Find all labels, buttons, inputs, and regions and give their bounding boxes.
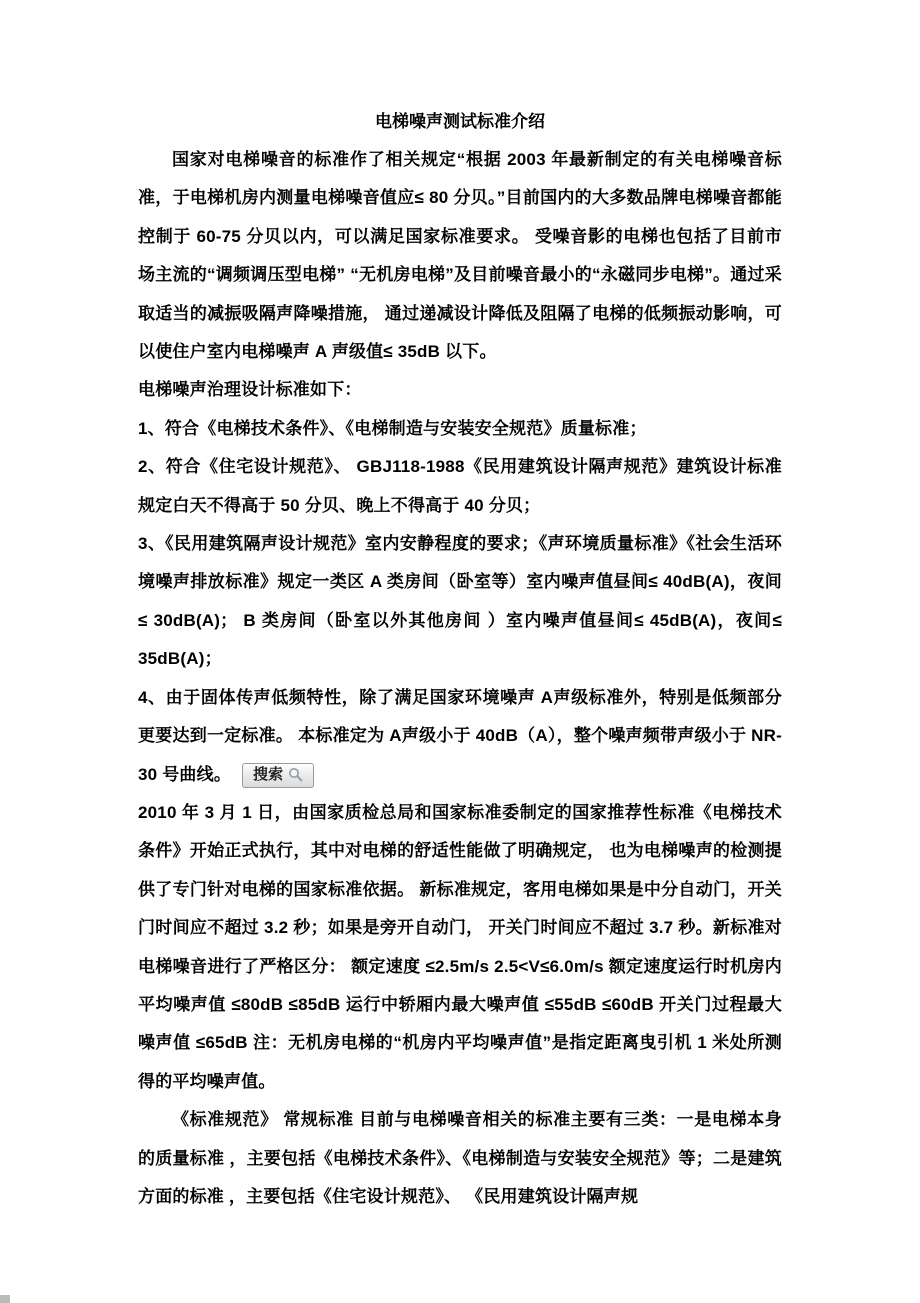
page-corner-mark (0, 1295, 10, 1303)
paragraph-item-2: 2、符合《住宅设计规范》、 GBJ118-1988《民用建筑设计隔声规范》建筑设计标准规定白天不得高于 50 分贝、晚上不得高于 40 分贝； (138, 457, 782, 515)
paragraph-standard-categories: 《标准规范》 常规标准 目前与电梯噪音相关的标准主要有三类：一是电梯本身的质量标准 ，主要包括《电梯技术条件》、《电梯制造与安装安全规范》等；二是建筑方面的标准 ，主要包括《住宅设计规范》、 《民用建筑设计隔声规 (138, 1110, 782, 1206)
paragraph-item-4-text: 4、由于固体传声低频特性，除了满足国家环境噪声 A声级标准外，特别是低频部分更要达到一定标准。 本标准定为 A声级小于 40dB（A），整个噪声频带声级小于 NR-30 号曲线。 (138, 687, 782, 784)
paragraph-standards-heading: 电梯噪声治理设计标准如下： (138, 380, 362, 400)
search-button[interactable] (242, 763, 314, 788)
paragraph-item-1: 1、符合《电梯技术条件》、《电梯制造与安装安全规范》质量标准； (138, 418, 647, 438)
paragraph-item-4 (138, 679, 782, 794)
page-title: 电梯噪声测试标准介绍 (375, 112, 545, 131)
paragraph-2010-standard: 2010 年 3 月 1 日，由国家质检总局和国家标准委制定的国家推荐性标准《电梯技术条件》开始正式执行，其中对电梯的舒适性能做了明确规定， 也为电梯噪声的检测提供了专门针对电梯的国家标准依据。 新标准规定，客用电梯如果是中分自动门，开关门时间应不超过 3.2 秒；如果是旁开自动门， 开关门时间应不超过 3.7 秒。新标准对电梯噪音进行了严格区分： 额定速度 ≤2.5m/s 2.5<V≤6.0m/s 额定速度运行时机房内平均噪声值 ≤80dB ≤85dB 运行中轿厢内最大噪声值 ≤55dB ≤60dB 开关门过程最大噪声值 ≤65dB 注：无机房电梯的“机房内平均噪声值”是指定距离曳引机 1 米处所测得的平均噪声值。 (138, 802, 782, 1091)
paragraph-intro: 国家对电梯噪音的标准作了相关规定“根据 2003 年最新制定的有关电梯噪音标准，于电梯机房内测量电梯噪音值应≤ 80 分贝。”目前国内的大多数品牌电梯噪音都能控制于 60-75 分贝以内，可以满足国家标准要求。 受噪音影的电梯也包括了目前市场主流的“调频调压型电梯” “无机房电梯”及目前噪音最小的“永磁同步电梯”。通过采取适当的减振吸隔声降噪措施， 通过递减设计降低及阻隔了电梯的低频振动影响，可以使住户室内电梯噪声 A 声级值≤ 35dB 以下。 (138, 150, 782, 362)
search-icon (288, 767, 303, 782)
paragraph-item-3: 3、《民用建筑隔声设计规范》室内安静程度的要求；《声环境质量标准》《社会生活环境噪声排放标准》规定一类区 A 类房间（卧室等）室内噪声值昼间≤ 40dB(A)，夜间≤ 30dB(A)； B 类房间（卧室以外其他房间 ）室内噪声值昼间≤ 45dB(A)，夜间≤ 35dB(A)； (138, 534, 782, 669)
search-button-label: 搜索 (252, 765, 284, 783)
